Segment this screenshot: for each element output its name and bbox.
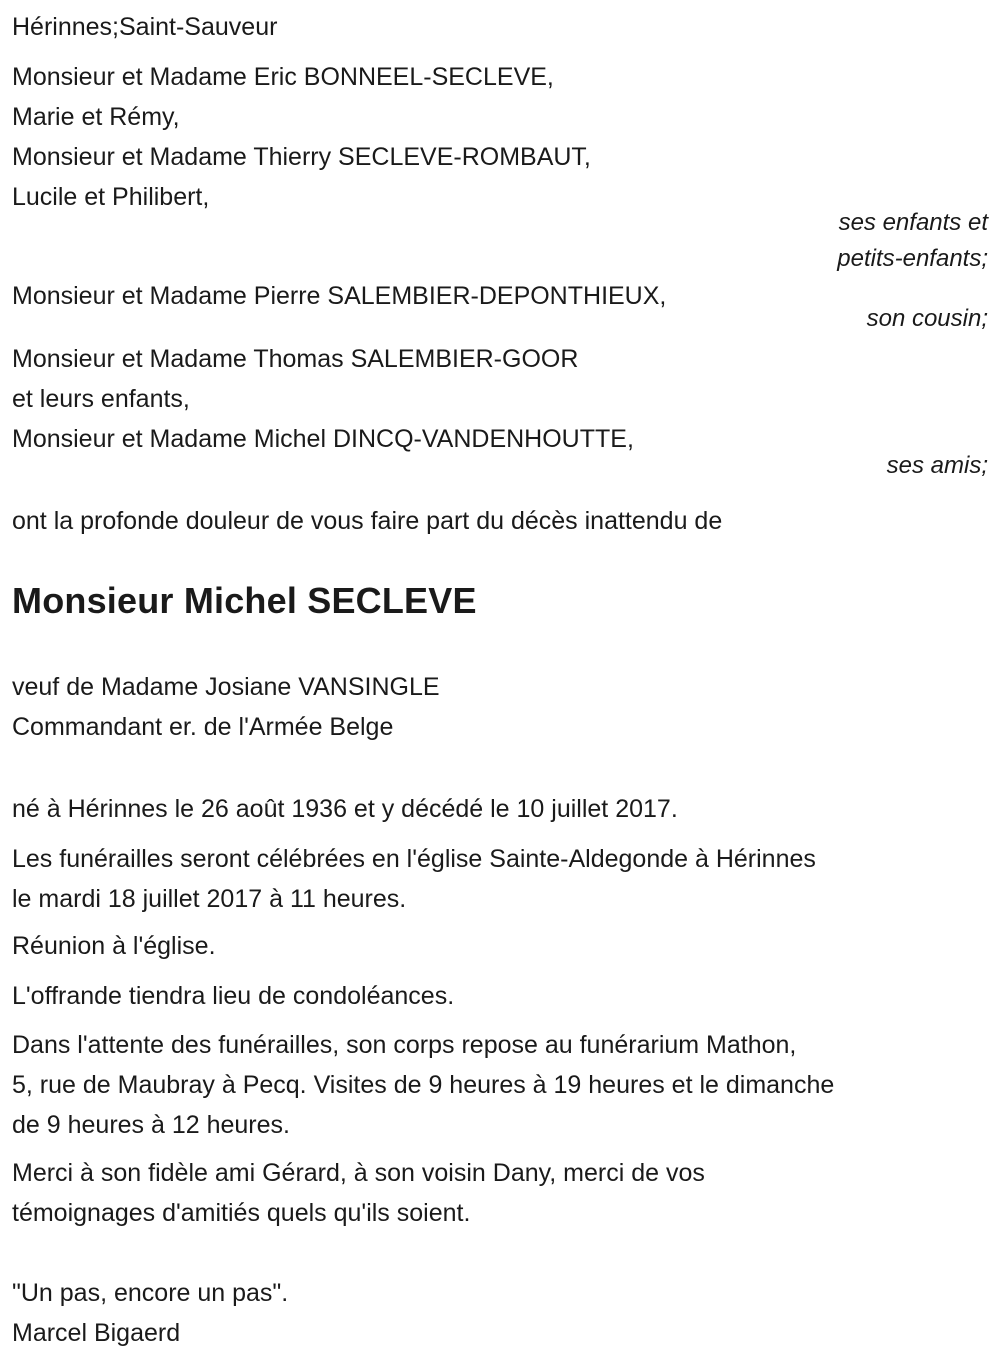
text-line: Réunion à l'église. (12, 932, 216, 960)
text-line: ses amis; (886, 452, 988, 479)
paragraph-names (12, 57, 988, 217)
paragraph-body (12, 667, 988, 747)
text-line: Hérinnes;Saint-Sauveur (12, 13, 278, 41)
text-line: Monsieur Michel SECLEVE (12, 580, 477, 621)
text-line: L'offrande tiendra lieu de condoléances. (12, 982, 455, 1010)
text-line: veuf de Madame Josiane VANSINGLE (12, 673, 440, 701)
text-line: Monsieur et Madame Thomas SALEMBIER-GOOR (12, 345, 579, 373)
text-line: né à Hérinnes le 26 août 1936 et y décédé le 10 juillet 2017. (12, 795, 678, 823)
text-line: de 9 heures à 12 heures. (12, 1111, 290, 1139)
text-line: Commandant er. de l'Armée Belge (12, 713, 394, 741)
paragraph-place (12, 7, 988, 47)
text-line: petits-enfants; (837, 245, 988, 272)
text-line: Lucile et Philibert, (12, 183, 210, 211)
paragraph-body (12, 926, 988, 966)
text-line: Monsieur et Madame Eric BONNEEL-SECLEVE, (12, 63, 554, 91)
text-line: Marcel Bigaerd (12, 1319, 181, 1347)
text-line: témoignages d'amitiés quels qu'ils soient. (12, 1199, 471, 1227)
text-line: le mardi 18 juillet 2017 à 11 heures. (12, 885, 407, 913)
paragraph-body (12, 1153, 988, 1233)
paragraph-announcement (12, 501, 988, 541)
paragraph-deceased-name (12, 577, 988, 625)
text-line: Les funérailles seront célébrées en l'église Sainte-Aldegonde à Hérinnes (12, 845, 816, 873)
paragraph-quote (12, 1273, 988, 1353)
text-line: 5, rue de Maubray à Pecq. Visites de 9 heures à 19 heures et le dimanche (12, 1071, 835, 1099)
paragraph-body (12, 789, 988, 829)
paragraph-body (12, 839, 988, 919)
text-line: Marie et Rémy, (12, 103, 180, 131)
paragraph-body (12, 1025, 988, 1145)
text-line: son cousin; (866, 305, 988, 332)
text-line: et leurs enfants, (12, 385, 190, 413)
text-line: ses enfants et (838, 209, 988, 236)
text-line: ont la profonde douleur de vous faire part du décès inattendu de (12, 507, 723, 535)
paragraph-body (12, 976, 988, 1016)
text-line: Merci à son fidèle ami Gérard, à son voisin Dany, merci de vos (12, 1159, 705, 1187)
text-line: Monsieur et Madame Pierre SALEMBIER-DEPONTHIEUX, (12, 282, 667, 310)
text-line: Dans l'attente des funérailles, son corps repose au funérarium Mathon, (12, 1031, 797, 1059)
text-line: Monsieur et Madame Michel DINCQ-VANDENHOUTTE, (12, 425, 634, 453)
paragraph-names (12, 339, 988, 459)
text-line: Monsieur et Madame Thierry SECLEVE-ROMBAUT, (12, 143, 591, 171)
text-line: "Un pas, encore un pas". (12, 1279, 289, 1307)
